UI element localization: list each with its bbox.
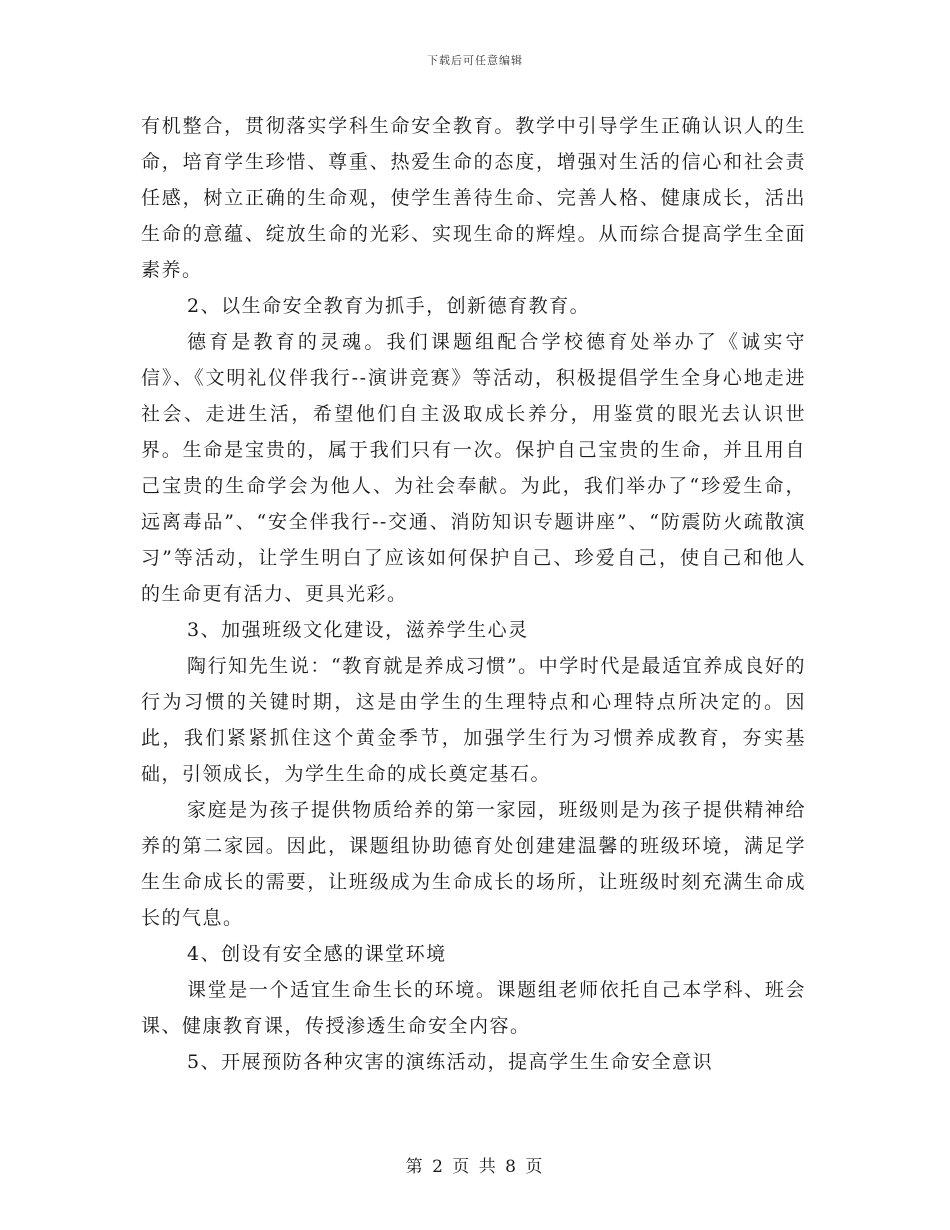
heading-2: 2、以生命安全教育为抓手，创新德育教育。 xyxy=(187,295,591,317)
paragraph-moral-education: 德育是教育的灵魂。我们课题组配合学校德育处举办了《诚实守信》、《文明礼仪伴我行--演讲竞赛》等活动，积极提倡学生全身心地走进社会、走进生活，希望他们自主汲取成长养分，用鉴赏的眼光去认识世界。生命是宝贵的，属于我们只有一次。保护自己宝贵的生命，并且用自己宝贵的生命学会为他人、为社会奉献。为此，我们举办了“珍爱生命，远离毒品”、“安全伴我行--交通、消防知识专题讲座”、“防震防火疏散演习”等活动，让学生明白了应该如何保护自己、珍爱自己，使自己和他人的生命更有活力、更具光彩。 xyxy=(141,331,806,605)
document-body xyxy=(141,108,806,1080)
heading-5: 5、开展预防各种灾害的演练活动，提高学生生命安全意识 xyxy=(187,1051,714,1073)
heading-3: 3、加强班级文化建设，滋养学生心灵 xyxy=(187,619,529,641)
paragraph-1: 有机整合，贯彻落实学科生命安全教育。教学中引导学生正确认识人的生命，培育学生珍惜、尊重、热爱生命的态度，增强对生活的信心和社会责任感，树立正确的生命观，使学生善待生命、完善人格、健康成长，活出生命的意蕴、绽放生命的光彩、实现生命的辉煌。从而综合提高学生全面素养。 xyxy=(141,115,806,281)
heading-4: 4、创设有安全感的课堂环境 xyxy=(187,943,447,965)
paragraph-classroom: 课堂是一个适宜生命生长的环境。课题组老师依托自己本学科、班会课、健康教育课，传授渗透生命安全内容。 xyxy=(141,979,806,1037)
page-header: 下载后可任意编辑 xyxy=(427,54,523,67)
page-number: 第 2 页 共 8 页 xyxy=(405,1157,545,1177)
paragraph-class-home: 家庭是为孩子提供物质给养的第一家园，班级则是为孩子提供精神给养的第二家园。因此，课题组协助德育处创建建温馨的班级环境，满足学生生命成长的需要，让班级成为生命成长的场所，让班级时刻充满生命成长的气息。 xyxy=(141,799,806,929)
paragraph-habits: 陶行知先生说：“教育就是养成习惯”。中学时代是最适宜养成良好的行为习惯的关键时期，这是由学生的生理特点和心理特点所决定的。因此，我们紧紧抓住这个黄金季节，加强学生行为习惯养成教育，夯实基础，引领成长，为学生生命的成长奠定基石。 xyxy=(141,655,806,785)
